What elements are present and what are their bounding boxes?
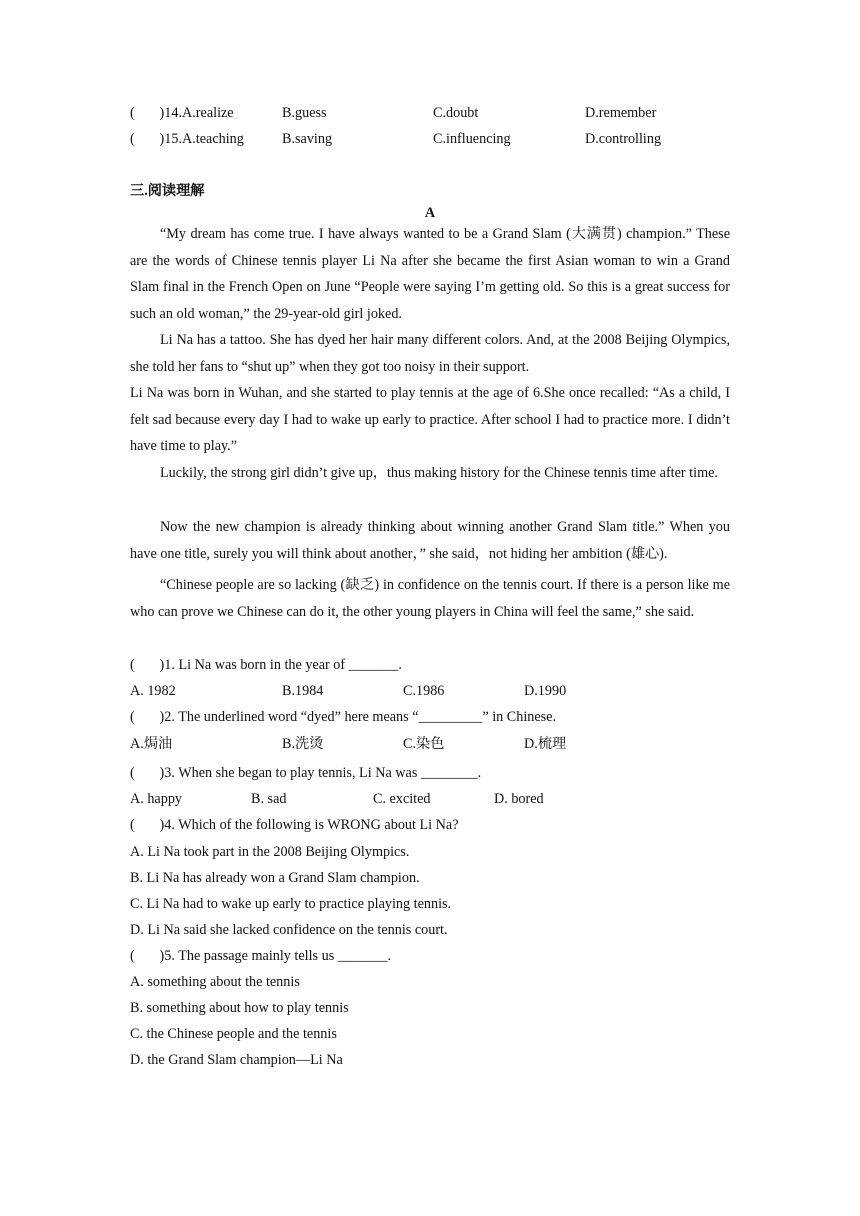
option-c: C.doubt	[433, 105, 479, 121]
passage-paragraph-2: Li Na has a tattoo. She has dyed her hair many different colors. And, at the 2008 Beijing Olympics, she told her fans to “shut up” when they got too noisy in their support.	[130, 332, 730, 375]
question-3-stem: ( )3. When she began to play tennis, Li Na was ________.	[130, 765, 482, 781]
cloze-question-15	[130, 128, 730, 150]
question-5-option-a: A. something about the tennis	[130, 974, 300, 990]
passage-title: A	[424, 205, 436, 221]
question-4-option-c: C. Li Na had to wake up early to practice playing tennis.	[130, 896, 452, 912]
question-3-options	[130, 788, 730, 810]
option-d: D.梳理	[524, 736, 567, 752]
question-1-options	[130, 680, 730, 702]
question-stem: ( )14.A.realize	[130, 105, 234, 121]
question-2-stem: ( )2. The underlined word “dyed” here means “_________” in Chinese.	[130, 709, 557, 725]
passage-paragraph-1: “My dream has come true. I have always wanted to be a Grand Slam (大满贯) champion.” These are the words of Chinese tennis player Li Na after she became the first Asian woman to win a Grand Slam final in the French Open on June “People were saying I’m getting old. So this is a great success for such an old woman,” the 29-year-old girl joked.	[130, 226, 730, 322]
cloze-question-14	[130, 102, 730, 124]
passage-paragraph-3: Li Na was born in Wuhan, and she started to play tennis at the age of 6.She once recalled: “As a child, I felt sad because every day I had to wake up early to practice. After school I had to practice more. I didn’t have time to play.”	[130, 385, 730, 454]
option-c: C.influencing	[433, 131, 511, 147]
option-d: D. bored	[494, 791, 544, 807]
option-a: A. happy	[130, 791, 183, 807]
option-b: B. sad	[251, 791, 287, 807]
passage-paragraph-6: “Chinese people are so lacking (缺乏) in confidence on the tennis court. If there is a person like me who can prove we Chinese can do it, the other young players in China will feel the same,” she said.	[130, 577, 730, 620]
option-b: B.guess	[282, 105, 327, 121]
question-4-option-d: D. Li Na said she lacked confidence on the tennis court.	[130, 922, 448, 938]
section-heading: 三.阅读理解	[130, 183, 205, 199]
option-b: B.saving	[282, 131, 333, 147]
option-d: D.controlling	[585, 131, 662, 147]
question-5-option-b: B. something about how to play tennis	[130, 1000, 349, 1016]
option-a: A. 1982	[130, 683, 176, 699]
passage-paragraph-5: Now the new champion is already thinking about winning another Grand Slam title.” When you have one title, surely you will think about another，” she said，not hiding her ambition (雄心).	[130, 519, 730, 562]
question-5-option-d: D. the Grand Slam champion—Li Na	[130, 1052, 343, 1068]
question-5-stem: ( )5. The passage mainly tells us _______.	[130, 948, 391, 964]
question-4-option-a: A. Li Na took part in the 2008 Beijing Olympics.	[130, 844, 410, 860]
option-b: B.洗烫	[282, 736, 324, 752]
question-stem: ( )15.A.teaching	[130, 131, 244, 147]
question-2-options	[130, 733, 730, 755]
option-c: C.染色	[403, 736, 445, 752]
option-a: A.焗油	[130, 736, 173, 752]
option-b: B.1984	[282, 683, 324, 699]
option-d: D.remember	[585, 105, 657, 121]
question-1-stem: ( )1. Li Na was born in the year of _______.	[130, 657, 402, 673]
question-4-stem: ( )4. Which of the following is WRONG about Li Na?	[130, 817, 459, 833]
passage-paragraph-4: Luckily, the strong girl didn’t give up，thus making history for the Chinese tennis time after time.	[160, 465, 718, 481]
option-c: C.1986	[403, 683, 445, 699]
option-c: C. excited	[373, 791, 431, 807]
question-5-option-c: C. the Chinese people and the tennis	[130, 1026, 337, 1042]
question-4-option-b: B. Li Na has already won a Grand Slam champion.	[130, 870, 420, 886]
option-d: D.1990	[524, 683, 567, 699]
